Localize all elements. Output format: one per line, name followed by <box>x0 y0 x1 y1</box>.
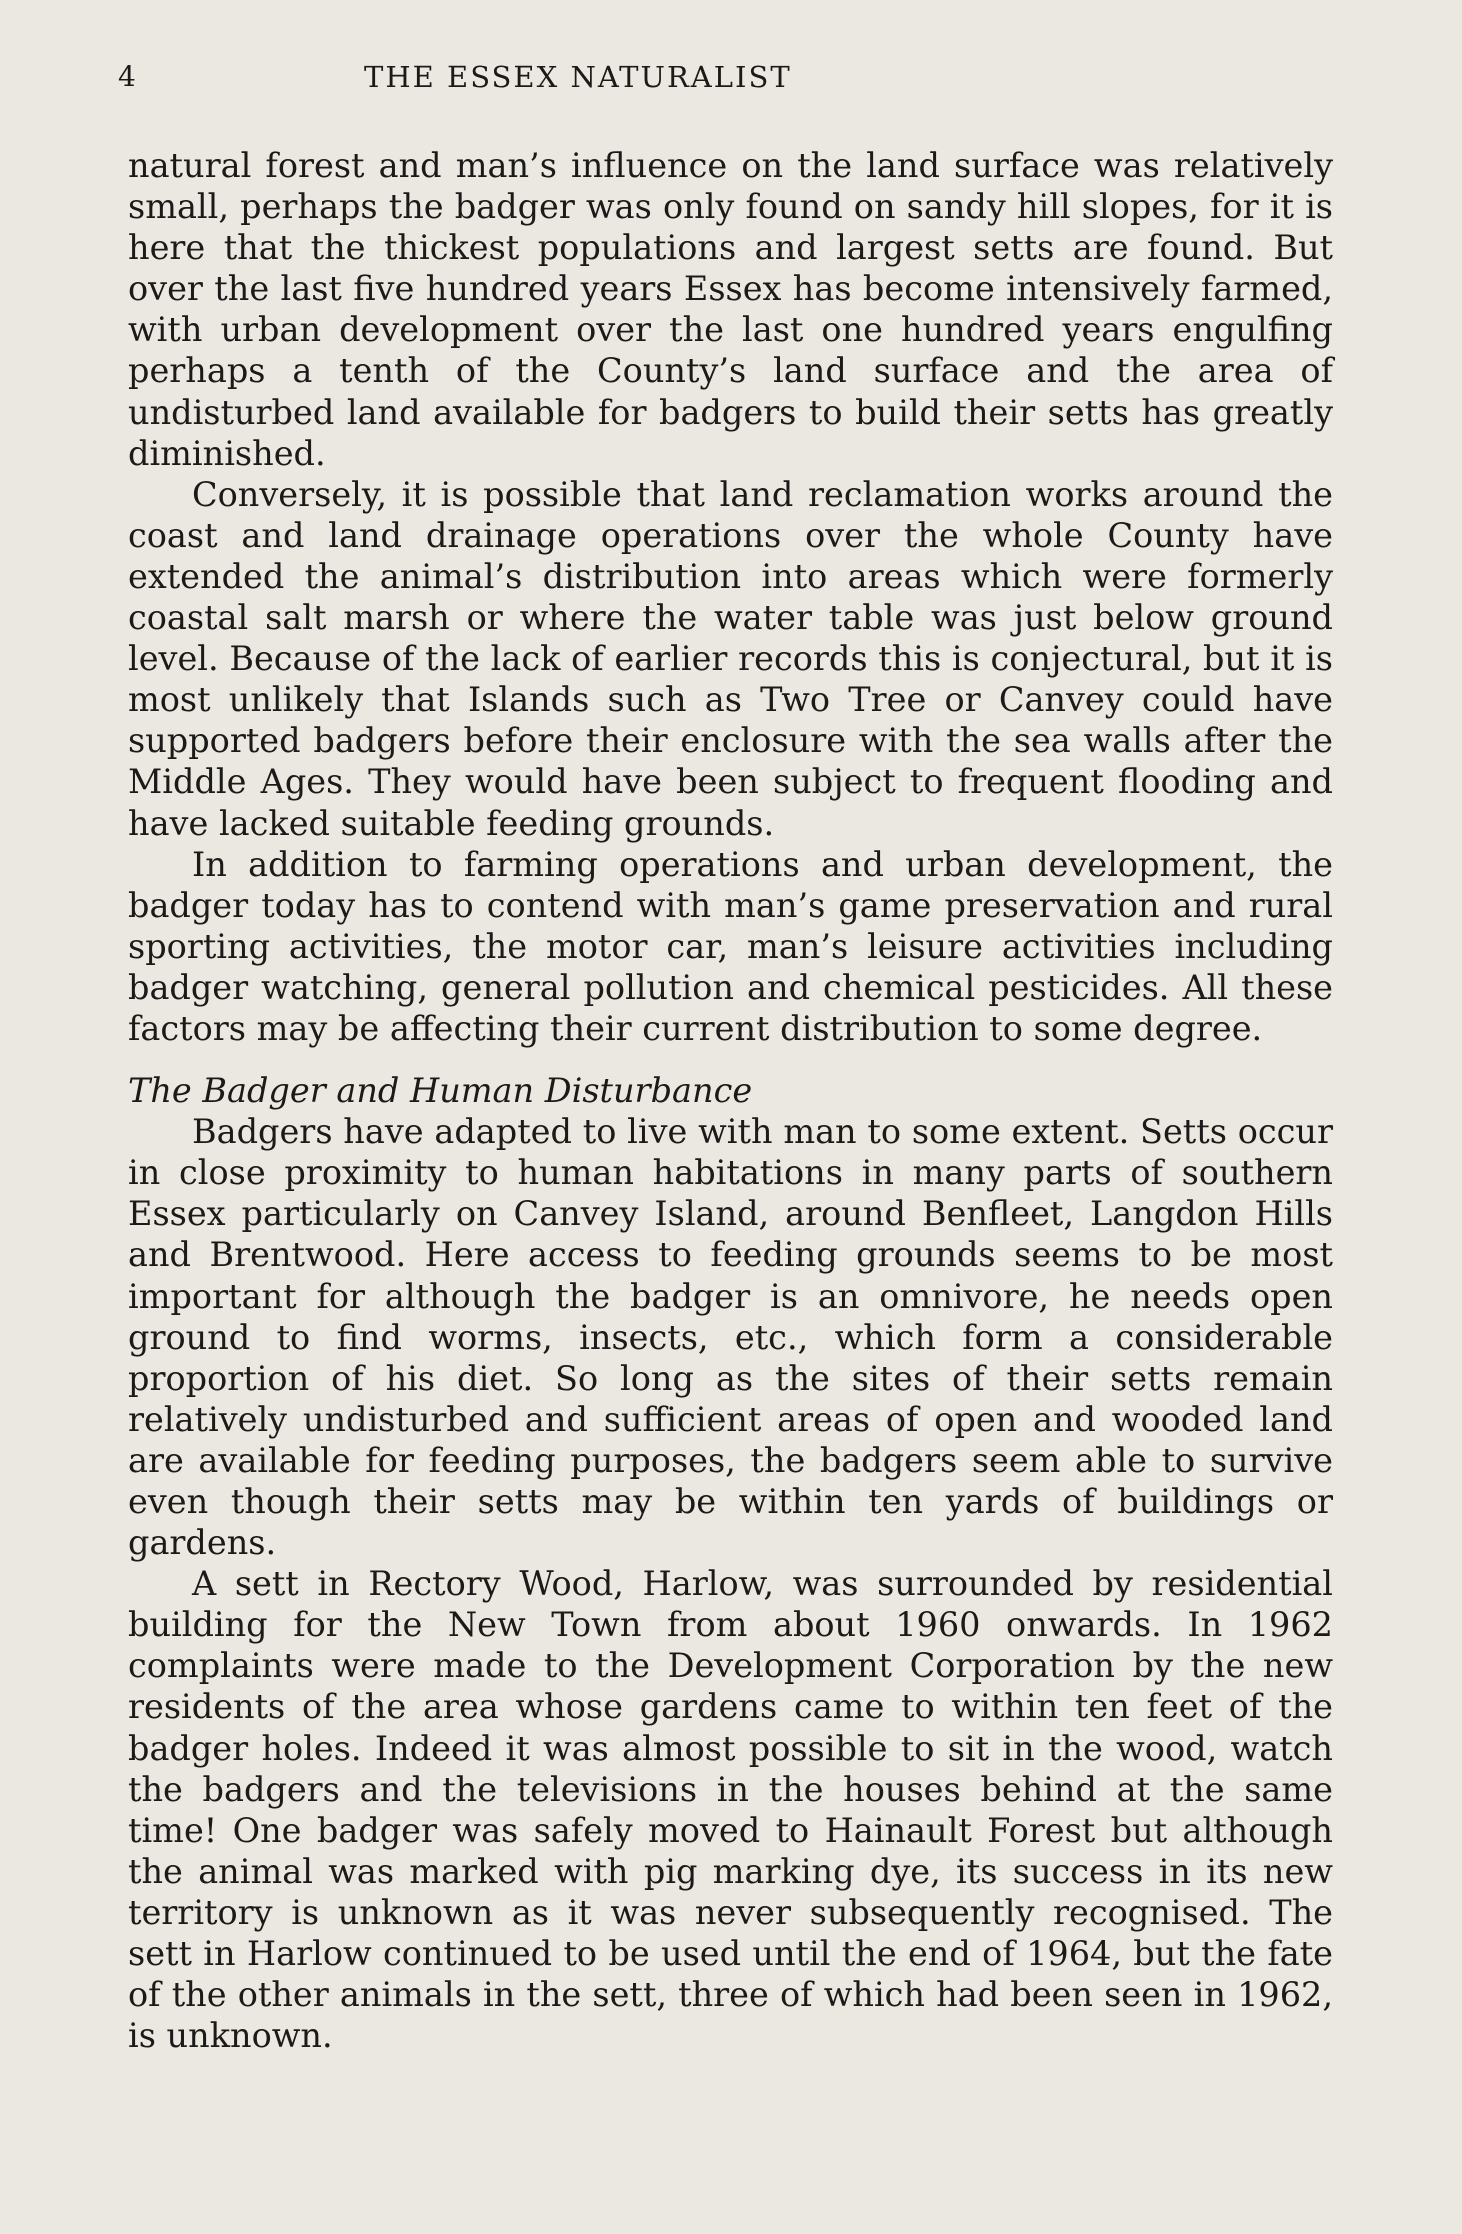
page-number: 4 <box>118 60 137 93</box>
paragraph: A sett in Rectory Wood, Harlow, was surrounded by residential building for the New Town from about 1960 onwards. In 1962 complaints were made to the Development Corporation by the new residents of the area whose gardens came to within ten feet of the badger holes. Indeed it was almost possible to sit in the wood, watch the badgers and the televisions in the houses behind at the same time! One badger was safely moved to Hainault Forest but although the animal was marked with pig marking dye, its success in its new territory is unknown as it was never subsequently recognised. The sett in Harlow continued to be used until the end of 1964, but the fate of the other animals in the sett, three of which had been seen in 1962, is unknown. <box>128 1564 1333 2056</box>
paragraph: natural forest and man’s influence on the land surface was relatively small, perhaps the badger was only found on sandy hill slopes, for it is here that the thickest populations and largest setts are found. But over the last five hundred years Essex has become intensively farmed, with urban development over the last one hundred years engulfing perhaps a tenth of the County’s land surface and the area of undisturbed land available for badgers to build their setts has greatly diminished. <box>128 146 1333 473</box>
section-heading: The Badger and Human Disturbance <box>128 1071 753 1111</box>
body-text <box>128 145 1333 2056</box>
paragraph: Conversely, it is possible that land reclamation works around the coast and land drainage operations over the whole County have extended the animal’s distribution into areas which were formerly coastal salt marsh or where the water table was just below ground level. Because of the lack of earlier records this is conjectural, but it is most unlikely that Islands such as Two Tree or Canvey could have supported badgers before their enclosure with the sea walls after the Middle Ages. They would have been subject to frequent flooding and have lacked suitable feeding grounds. <box>128 474 1333 843</box>
page-header <box>118 60 1338 110</box>
paragraph: In addition to farming operations and urban development, the badger today has to contend with man’s game preservation and rural sporting activities, the motor car, man’s leisure activities including badger watching, general pollution and chemical pesticides. All these factors may be affecting their current distribution to some degree. <box>128 844 1333 1048</box>
paragraph: Badgers have adapted to live with man to some extent. Setts occur in close proximity to human habitations in many parts of southern Essex particularly on Canvey Island, around Benfleet, Langdon Hills and Brentwood. Here access to feeding grounds seems to be most important for although the badger is an omnivore, he needs open ground to find worms, insects, etc., which form a considerable proportion of his diet. So long as the sites of their setts remain relatively undisturbed and sufficient areas of open and wooded land are available for feeding purposes, the badgers seem able to survive even though their setts may be within ten yards of buildings or gardens. <box>128 1112 1333 1563</box>
running-head: THE ESSEX NATURALIST <box>364 60 792 94</box>
